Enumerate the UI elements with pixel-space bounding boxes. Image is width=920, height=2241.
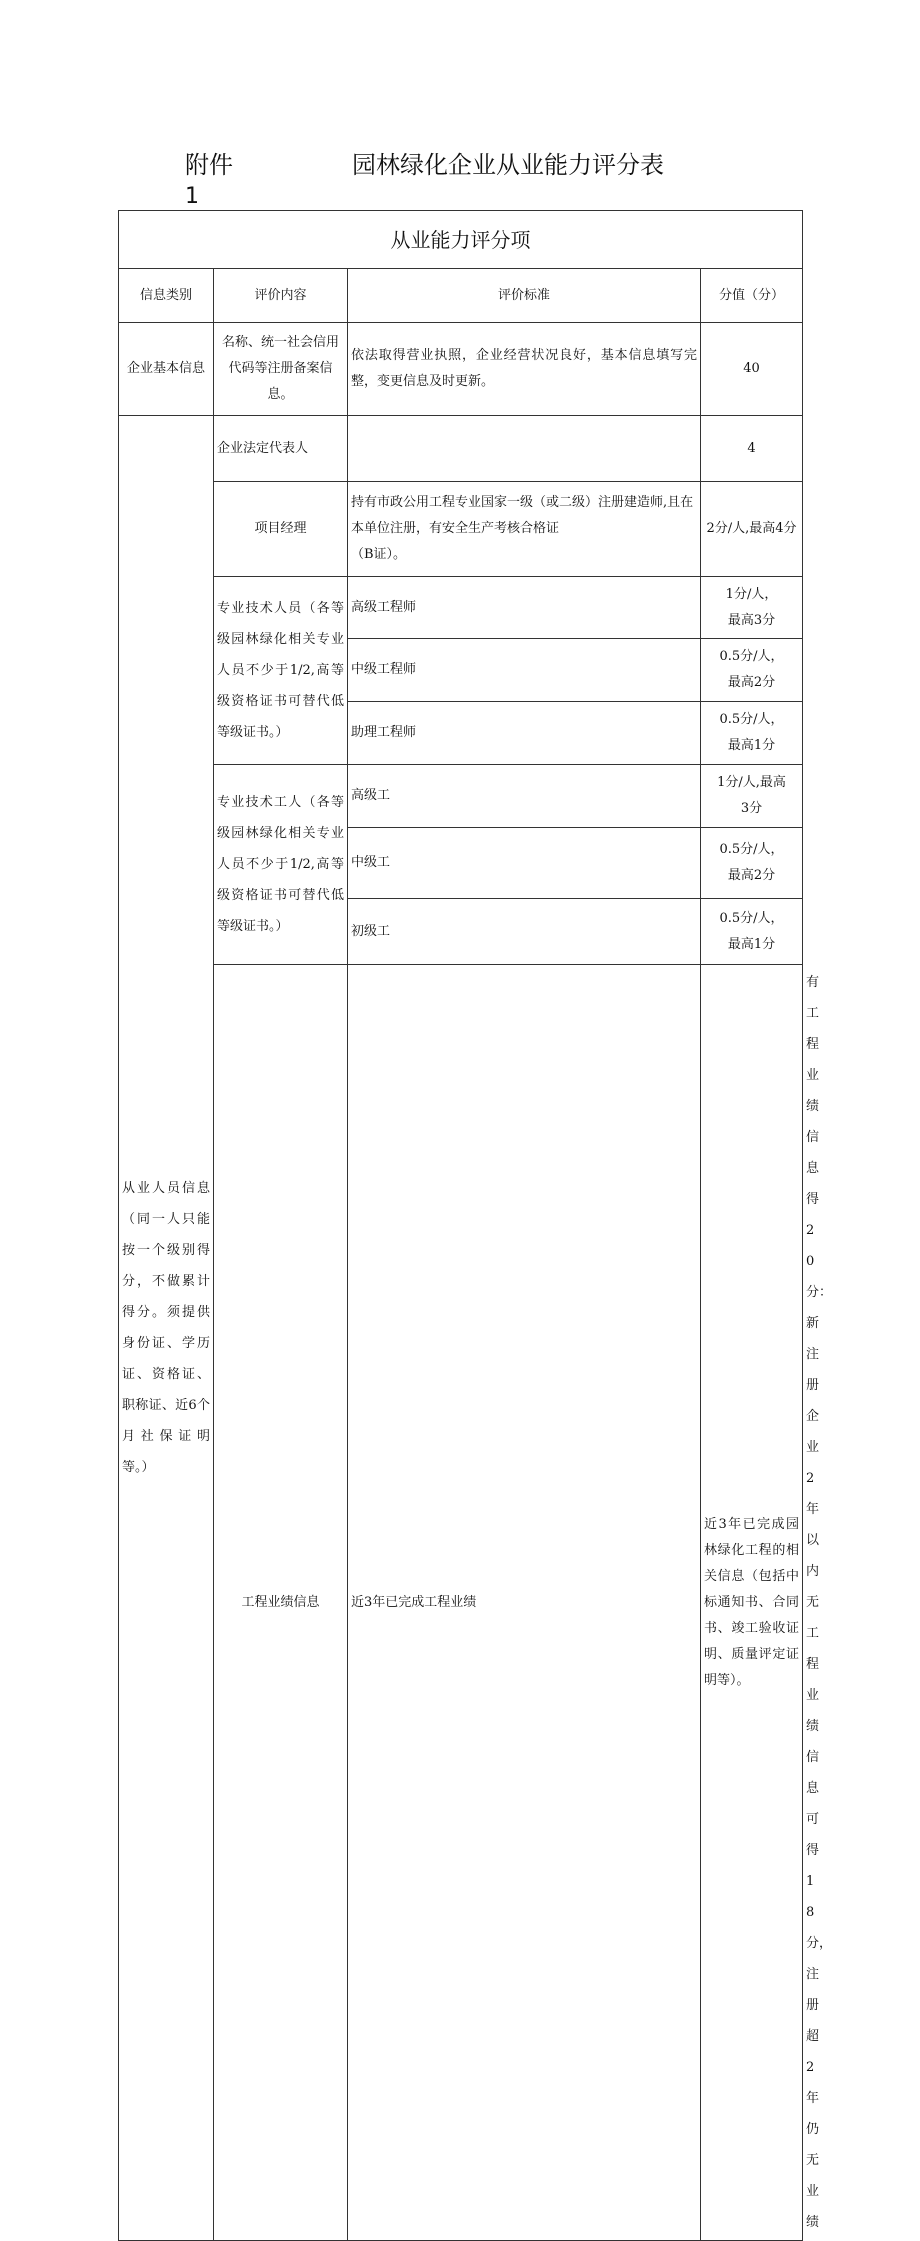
legal-rep-score: 4 [701,416,803,482]
score-line: 0.5分/人， [719,910,784,926]
score-line: 最高1分 [727,936,776,952]
legal-rep-standard [348,416,701,482]
legal-rep-content: 企业法定代表人 [214,416,348,482]
tech-workers-score-middle [701,828,803,899]
tech-staff-standard-assistant: 助理工程师 [348,702,701,765]
personnel-category: 从业人员信息（同一人只能按一个级别得分，不做累计得分。须提供身份证、学历证、资格证、职称证、近6个月社保证明等。） [119,416,214,2241]
pm-standard-text: 持有市政公用工程专业国家一级（或二级）注册建造师,且在本单位注册，有安全生产考核合格证 [351,495,694,536]
col-header-score: 分值（分） [701,269,803,323]
tech-workers-standard-senior: 高级工 [348,765,701,828]
score-line: 最高2分 [727,868,776,883]
performance-category: 工程业绩信息 [214,965,348,2241]
col-header-standard: 评价标准 [348,269,701,323]
score-line: 0.5分/人， [719,842,784,857]
score-line: 1分/人,最高 [717,775,786,790]
score-line: 最高3分 [727,612,776,628]
tech-staff-score-middle [701,639,803,702]
basic-content: 名称、统一社会信用代码等注册备案信息。 [214,323,348,416]
tech-staff-standard-senior: 高级工程师 [348,577,701,639]
pm-content: 项目经理 [214,482,348,577]
tech-workers-score-junior [701,899,803,965]
tech-workers-standard-middle: 中级工 [348,828,701,899]
col-header-category: 信息类别 [119,269,214,323]
score-line: 0.5分/人， [719,712,784,727]
tech-staff-score-senior [701,577,803,639]
tech-workers-standard-junior: 初级工 [348,899,701,965]
col-header-content: 评价内容 [214,269,348,323]
score-line: 0.5分/人， [719,649,784,664]
attachment-label: 附件 [185,151,233,179]
tech-workers-content: 专业技术工人（各等级园林绿化相关专业人员不少于1/2,高等级资格证书可替代低等级证书。） [214,765,348,965]
pm-score: 2分/人,最高4分 [701,482,803,577]
score-line: 最高2分 [727,675,776,690]
document-title: 园林绿化企业从业能力评分表 [352,151,664,179]
tech-workers-score-senior [701,765,803,828]
tech-staff-content: 专业技术人员（各等级园林绿化相关专业人员不少于1/2,高等级资格证书可替代低等级证书。） [214,577,348,765]
score-line: 1分/人， [725,586,778,602]
performance-content: 近3年已完成工程业绩 [348,965,701,2241]
basic-score: 40 [701,323,803,416]
tech-staff-standard-middle: 中级工程师 [348,639,701,702]
pm-standard-text-2: （B证）。 [351,547,407,562]
score-line: 3分 [740,801,763,816]
tech-staff-score-assistant [701,702,803,765]
pm-standard [348,482,701,577]
section-header: 从业能力评分项 [119,211,803,269]
basic-category: 企业基本信息 [119,323,214,416]
score-line: 最高1分 [727,738,776,753]
performance-standard: 近3年已完成园林绿化工程的相关信息（包括中标通知书、合同书、竣工验收证明、质量评定证明等）。 [701,965,803,2241]
scoring-table: 从业能力评分项 信息类别 评价内容 评价标准 分值（分） 企业基本信息 名称、统一社会信用代码等注册备案信息。 依法取得营业执照，企业经营状况良好，基本信息填写完整，变更信息及时更新。 40 从业人员信息（同一人只能按一个级别得分，不做累计得分。须提供身份证、学历证、资格证、职称证、近6个月社保证明等。） 企业法定代表人 4 项目经理 持有市政公用工程专业国家一级（或二级）注册建造师,且在本单位注册，有安全生产考核合格证 （B证）。 2分/人,最高4分 专业技术人员（各等级园林绿化相关专业人员不少于1/2,高等级资格证书可替代低等级证书。） 高级工程师 1分/人， 最高3分 中级工程师 0.5分/人， 最高2分 助理工程师 0.5分/人， 最高1分 专业技术工人（各等级园林绿化相关专业人员不少于1/2,高等级资格证书可替代低等级证书。） 高级工 1分/人,最高 3分 中级工 0.5分/人， 最高2分 初级工 0.5分/人， 最高1分 工程业绩信息 近3年已完成工程业绩 近3年已完成园林绿化工程的相关信息（包括中标通知书、合同书、竣工验收证明、质量评定证明等）。 有工程业绩信息得20分：新注册企业2年以内无工程业绩信息可得18分，注册超2年仍无业绩 [118,210,803,2241]
basic-standard: 依法取得营业执照，企业经营状况良好，基本信息填写完整，变更信息及时更新。 [348,323,701,416]
attachment-number: 1 [185,184,199,209]
